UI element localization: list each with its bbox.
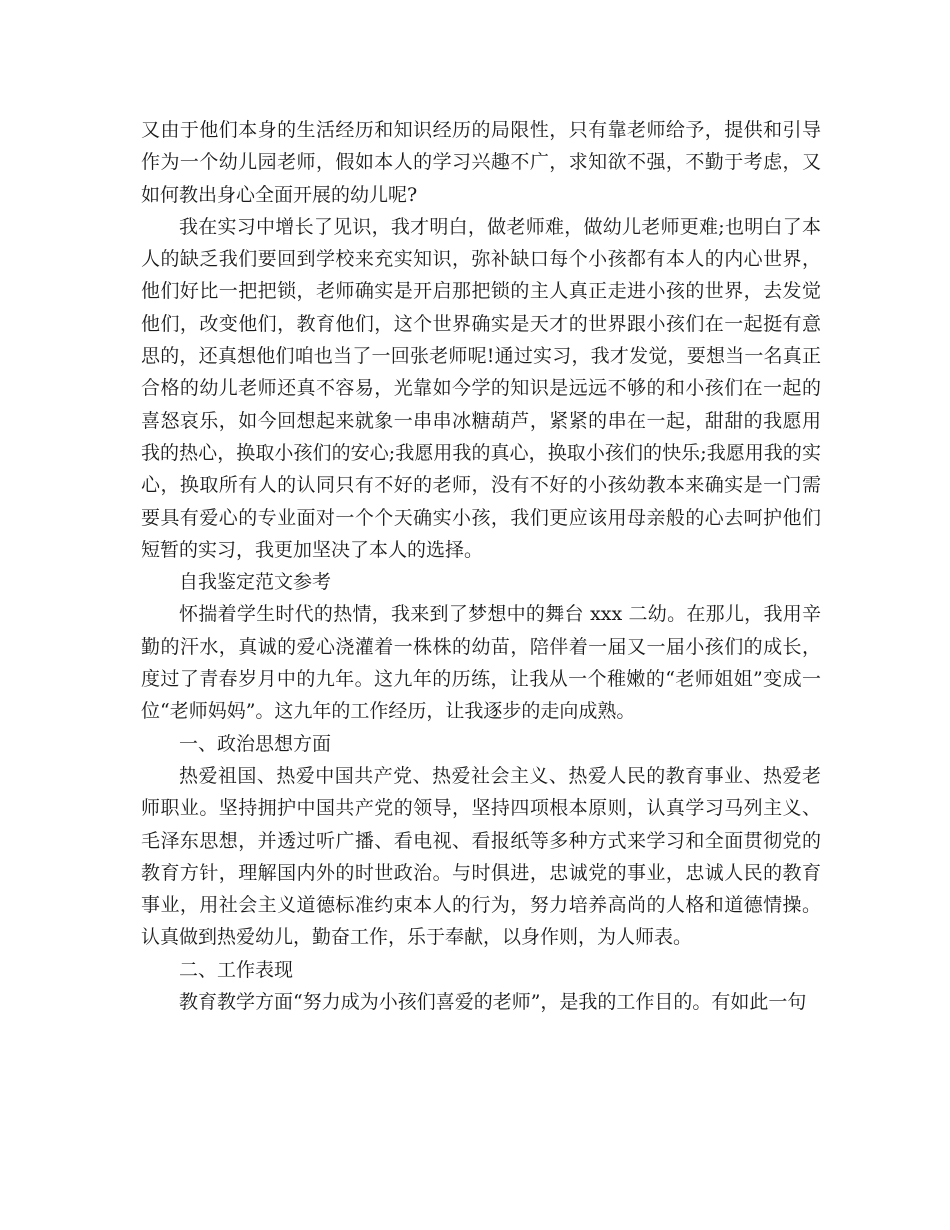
paragraph-1: 又由于他们本身的生活经历和知识经历的局限性，只有靠老师给予，提供和引导作为一个幼儿园老师，假如本人的学习兴趣不广，求知欲不强，不勤于考虑，又如何教出身心全面开展的幼儿呢? (141, 119, 821, 206)
document-page (141, 114, 821, 1018)
section-heading-politics: 一、政治思想方面 (179, 732, 332, 755)
section-heading-work: 二、工作表现 (179, 958, 294, 981)
paragraph-3: 怀揣着学生时代的热情，我来到了梦想中的舞台 xxx 二幼。在那儿，我用辛勤的汗水，真诚的爱心浇灌着一株株的幼苗，陪伴着一届又一届小孩们的成长，度过了青春岁月中的九年。这九年的历练，让我从一个稚嫩的“老师姐姐”变成一位“老师妈妈”。这九年的工作经历，让我逐步的走向成熟。 (141, 603, 821, 723)
section-heading-reference: 自我鉴定范文参考 (179, 571, 332, 594)
paragraph-2: 我在实习中增长了见识，我才明白，做老师难，做幼儿老师更难;也明白了本人的缺乏我们要回到学校来充实知识，弥补缺口每个小孩都有本人的内心世界，他们好比一把把锁，老师确实是开启那把锁的主人真正走进小孩的世界，去发觉他们，改变他们，教育他们，这个世界确实是天才的世界跟小孩们在一起挺有意思的，还真想他们咱也当了一回张老师呢!通过实习，我才发觉，要想当一名真正合格的幼儿老师还真不容易，光靠如今学的知识是远远不够的和小孩们在一起的喜怒哀乐，如今回想起来就象一串串冰糖葫芦，紧紧的串在一起，甜甜的我愿用我的热心，换取小孩们的安心;我愿用我的真心，换取小孩们的快乐;我愿用我的实心，换取所有人的认同只有不好的老师，没有不好的小孩幼教本来确实是一门需要具有爱心的专业面对一个个天确实小孩，我们更应该用母亲般的心去呵护他们短暂的实习，我更加坚决了本人的选择。 (141, 215, 821, 561)
paragraph-5: 教育教学方面“努力成为小孩们喜爱的老师”，是我的工作目的。有如此一句 (179, 991, 807, 1014)
paragraph-4: 热爱祖国、热爱中国共产党、热爱社会主义、热爱人民的教育事业、热爱老师职业。坚持拥护中国共产党的领导，坚持四项根本原则，认真学习马列主义、毛泽东思想，并透过听广播、看电视、看报纸等多种方式来学习和全面贯彻党的教育方针，理解国内外的时世政治。与时俱进，忠诚党的事业，忠诚人民的教育事业，用社会主义道德标准约束本人的行为，努力培养高尚的人格和道德情操。认真做到热爱幼儿，勤奋工作，乐于奉献，以身作则，为人师表。 (141, 764, 821, 949)
